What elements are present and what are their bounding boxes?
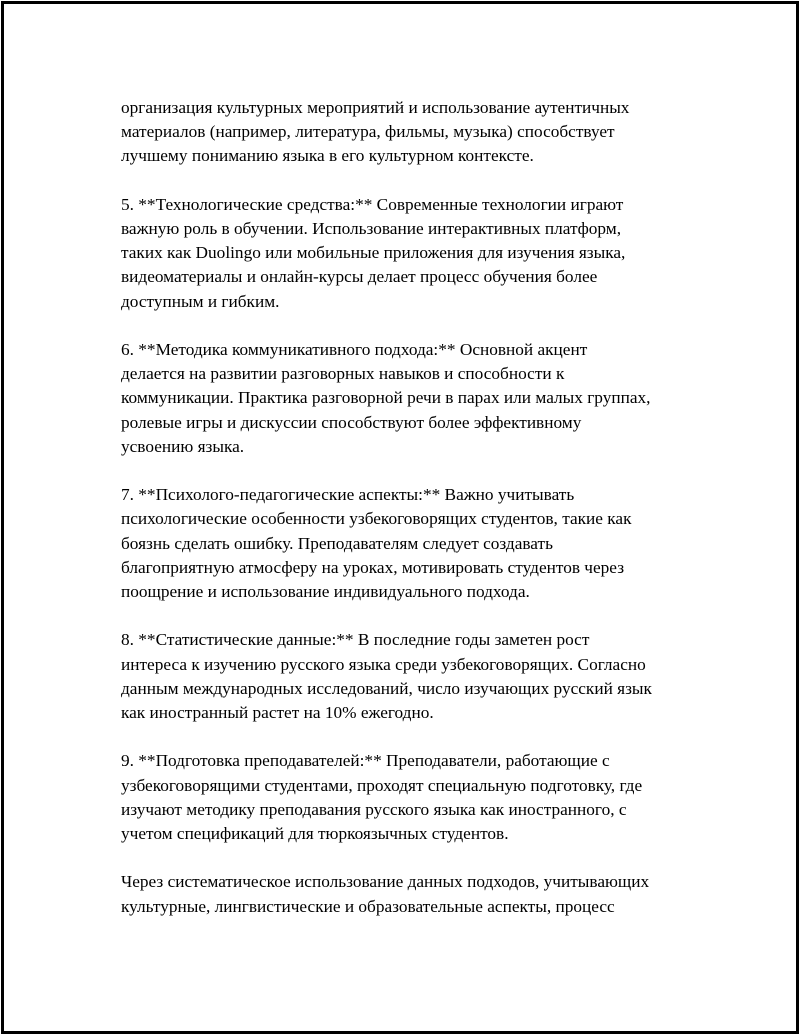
paragraph-item-7-psychology: 7. **Психолого-педагогические аспекты:** Важно учитывать психологические особенности узбекоговорящих студентов, такие как боязнь сделать ошибку. Преподавателям следует создавать благоприятную атмосферу на уроках, мотивировать студентов через поощрение и использование индивидуального подхода. — [121, 485, 632, 602]
page-frame — [1, 1, 799, 1034]
paragraph-conclusion: Через систематическое использование данных подходов, учитывающих культурные, лингвистические и образовательные аспекты, процесс — [121, 872, 650, 916]
paragraph-culture-continuation: организация культурных мероприятий и использование аутентичных материалов (например, литература, фильмы, музыка) способствует лучшему пониманию языка в его культурном контексте. — [121, 98, 630, 166]
document-body — [121, 96, 721, 919]
paragraph-item-8-statistics: 8. **Статистические данные:** В последние годы заметен рост интереса к изучению русского языка среди узбекоговорящих. Согласно данным международных исследований, число изучающих русский язык как иностранный растет на 10% ежегодно. — [121, 630, 652, 723]
paragraph-item-6-communicative: 6. **Методика коммуникативного подхода:** Основной акцент делается на развитии разговорных навыков и способности к коммуникации. Практика разговорной речи в парах или малых группах, ролевые игры и дискуссии способствуют более эффективному усвоению языка. — [121, 340, 651, 456]
paragraph-item-9-teachers: 9. **Подготовка преподавателей:** Преподаватели, работающие с узбекоговорящими студентами, проходят специальную подготовку, где изучают методику преподавания русского языка как иностранного, с учетом спецификаций для тюркоязычных студентов. — [121, 751, 643, 844]
paragraph-item-5-technology: 5. **Технологические средства:** Современные технологии играют важную роль в обучении. Использование интерактивных платформ, таких как Duolingo или мобильные приложения для изучения языка, видеоматериалы и онлайн-курсы делает процесс обучения более доступным и гибким. — [121, 194, 626, 311]
